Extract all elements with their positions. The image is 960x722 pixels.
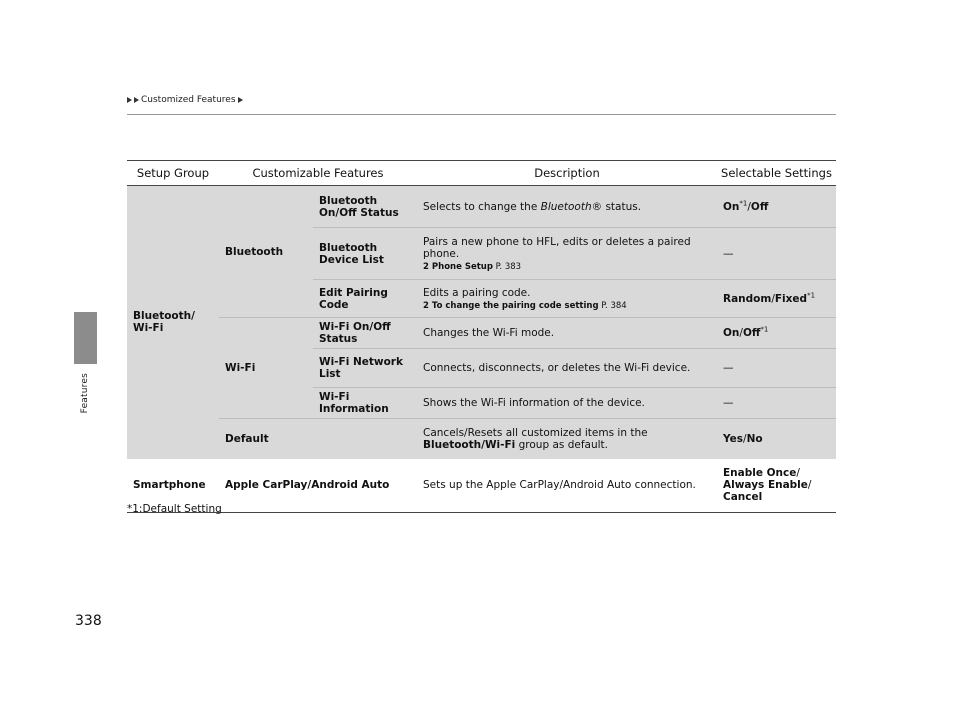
feature-description: Selects to change the Bluetooth® status. (417, 186, 717, 228)
header-selectable-settings: Selectable Settings (717, 161, 836, 186)
page-number: 338 (75, 613, 102, 629)
header-customizable-features: Customizable Features (219, 161, 417, 186)
selectable-setting: — (717, 388, 836, 419)
section-tab-marker (74, 312, 97, 364)
feature-description: Sets up the Apple CarPlay/Android Auto connection. (417, 459, 717, 513)
feature-description: Changes the Wi-Fi mode. (417, 318, 717, 349)
selectable-setting: On$^{*1}$/Off (717, 186, 836, 228)
group-bluetooth-wifi: Bluetooth/ Wi-Fi (127, 186, 219, 459)
chevron-right-icon (238, 97, 243, 103)
table-row (127, 459, 836, 513)
selectable-setting: Enable Once/ Always Enable/ Cancel (717, 459, 836, 513)
feature-description: Shows the Wi-Fi information of the device. (417, 388, 717, 419)
feature-description: Pairs a new phone to HFL, edits or deletes a paired phone. 2 Phone Setup P. 383 (417, 228, 717, 280)
selectable-setting: On/Off$^{*1}$ (717, 318, 836, 349)
feature-name: Apple CarPlay/Android Auto (219, 459, 417, 513)
feature-description: Cancels/Resets all customized items in the Bluetooth/Wi-Fi group as default. (423, 426, 648, 451)
selectable-setting: Yes/No (723, 432, 763, 445)
chevron-right-icon (134, 97, 139, 103)
chevron-right-icon (127, 97, 132, 103)
feature-name: Edit Pairing Code (313, 280, 417, 318)
selectable-setting: Random/Fixed$^{*1}$ (717, 280, 836, 318)
feature-name: Bluetooth Device List (313, 228, 417, 280)
feature-name: Bluetooth On/Off Status (313, 186, 417, 228)
breadcrumb (127, 95, 243, 105)
header-setup-group: Setup Group (127, 161, 219, 186)
table-row (127, 318, 836, 349)
feature-name: Default (225, 432, 269, 445)
subgroup-bluetooth: Bluetooth (219, 186, 313, 318)
reference-arrow-icon: 2 (423, 300, 429, 311)
subgroup-wifi: Wi-Fi (219, 318, 313, 419)
page-reference[interactable]: 2 To change the pairing code setting P. 384 (423, 300, 627, 311)
feature-name: Wi-Fi Information (313, 388, 417, 419)
feature-name: Wi-Fi Network List (313, 349, 417, 388)
table-row (127, 419, 836, 459)
header-description: Description (417, 161, 717, 186)
reference-arrow-icon: 2 (423, 261, 429, 272)
selectable-setting: — (717, 349, 836, 388)
page-reference[interactable]: 2 Phone Setup P. 383 (423, 261, 522, 272)
header-divider (127, 114, 836, 115)
section-label: Features (80, 373, 90, 414)
breadcrumb-item[interactable]: Customized Features (141, 95, 236, 105)
table-row (127, 186, 836, 228)
selectable-setting: — (717, 228, 836, 280)
footnote: *1:Default Setting (127, 503, 222, 515)
group-smartphone: Smartphone (127, 459, 219, 513)
feature-description: Connects, disconnects, or deletes the Wi-Fi device. (417, 349, 717, 388)
table-header-row (127, 161, 836, 186)
customized-features-table (127, 160, 836, 513)
feature-description: Edits a pairing code. 2 To change the pairing code setting P. 384 (417, 280, 717, 318)
feature-name: Wi-Fi On/Off Status (313, 318, 417, 349)
